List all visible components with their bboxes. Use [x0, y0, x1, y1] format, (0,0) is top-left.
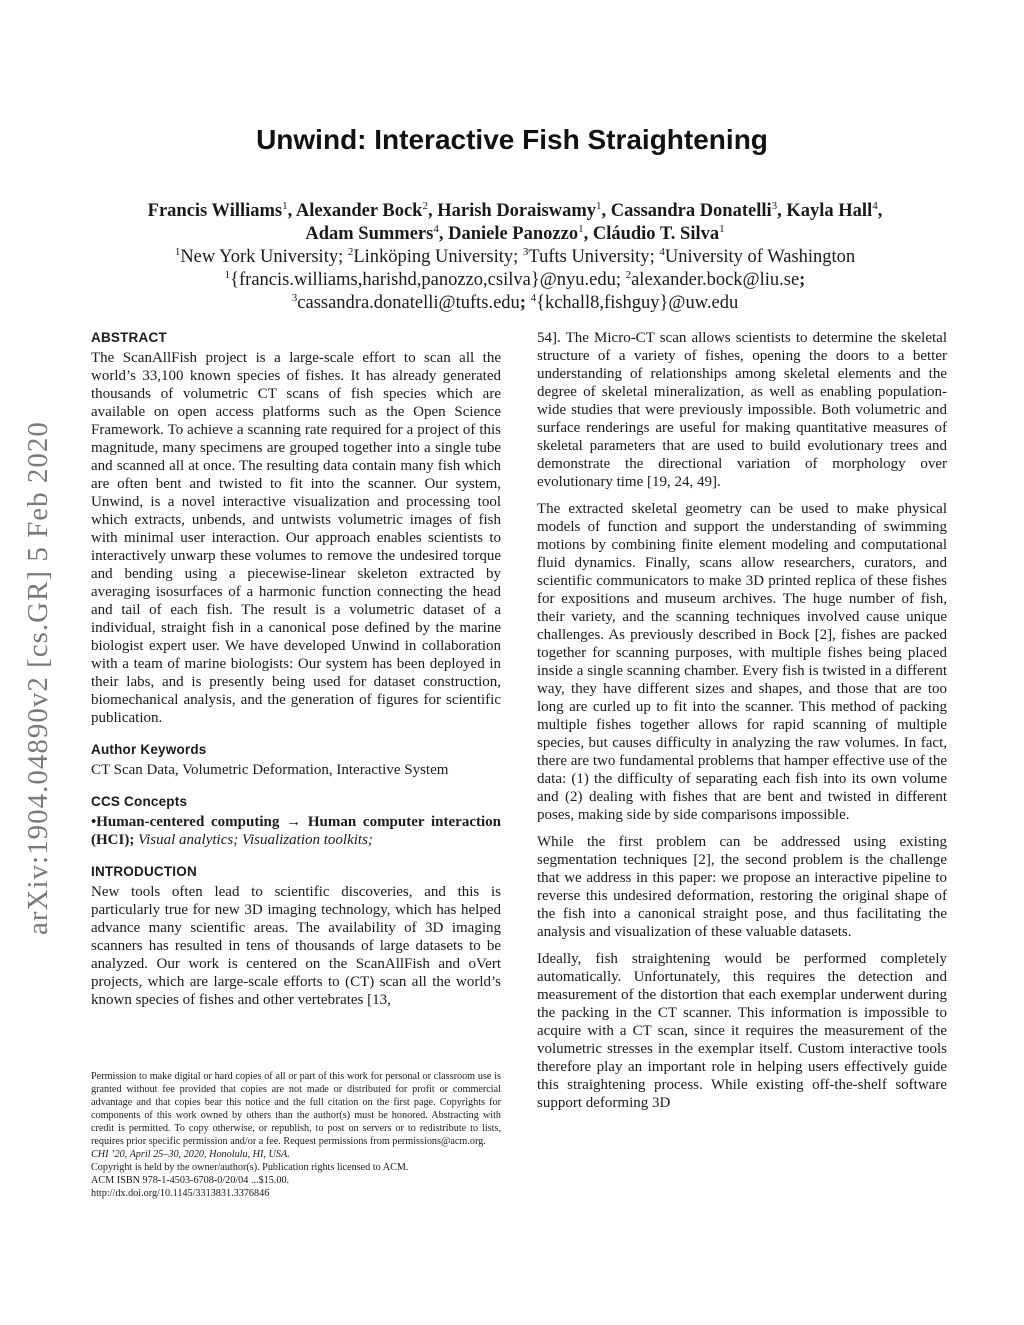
ccs-text [91, 813, 501, 849]
author-name: Cláudio T. Silva [592, 224, 720, 244]
copyright-footnote [91, 1070, 501, 1200]
arxiv-identifier: arXiv:1904.04890v2 [cs.GR] 5 Feb 2020 [22, 421, 54, 935]
author-name: Daniele Panozzo [448, 224, 579, 244]
author-name: Cassandra Donatelli [610, 201, 772, 221]
author-name: Kayla Hall [786, 201, 873, 221]
permission-notice: Permission to make digital or hard copies of all or part of this work for personal or classroom use is granted without fee provided that copies are not made or distributed for profit or commercial advantage and that copies bear this notice and the full citation on the first page. Copyrights for components of this work owned by others than the author(s) must be honored. Abstracting with credit is permitted. To copy otherwise, or republish, to post on servers or to redistribute to lists, requires prior specific permission and/or a fee. Request permissions from permissions@acm.org. [91, 1071, 501, 1147]
introduction-heading: INTRODUCTION [91, 864, 197, 879]
body-paragraph: Ideally, fish straightening would be performed completely automatically. Unfortunately, this requires the detection and measurement of the distortion that each exemplar underwent during the packing in the CT scanner. This information is impossible to acquire with a CT scan, since it requires the measurement of the volumetric stresses in the exemplar itself. Custom interactive tools therefore play an important role in helping users effectively guide this straightening process. While existing off-the-shelf software support deforming 3D [537, 951, 947, 1111]
affiliation: University of Washington [664, 247, 856, 267]
keywords-text: CT Scan Data, Volumetric Deformation, Interactive System [91, 762, 449, 778]
email-address[interactable]: alexander.bock@liu.se [631, 270, 800, 290]
isbn-line: ACM ISBN 978-1-4503-6708-0/20/04 ...$15.00. [91, 1175, 290, 1186]
author-list: Francis Williams$^1$, Alexander Bock$^2$, Harish Doraiswamy$^1$, Cassandra Donatelli$^3$, Kayla Hall$^4$, Adam Summers$^4$, Daniele Panozzo$^1$, Cláudio T. Silva$^1$ [147, 200, 883, 244]
copyright-line: Copyright is held by the owner/author(s). Publication rights licensed to ACM. [91, 1162, 409, 1173]
email-address[interactable]: cassandra.donatelli@tufts.edu [297, 293, 520, 313]
email-address[interactable]: {francis.williams,harishd,panozzo,csilva}@nyu.edu [230, 270, 616, 290]
paper-title: Unwind: Interactive Fish Straightening [256, 124, 768, 155]
body-paragraph: 54]. The Micro-CT scan allows scientists to determine the skeletal structure of a variety of fishes, opening the doors to a better understanding of relationships among skeletal elements and the degree of skeletal mineralization, as well as enabling population-wide studies that were previously impossible. Both volumetric and surface renderings are useful for making quantitative measures of skeletal parameters that are used to build evolutionary trees and demonstrate the directional variation of morphology over evolutionary time [19, 24, 49]. [537, 330, 947, 490]
author-name: Harish Doraiswamy [437, 201, 597, 221]
abstract-text: The ScanAllFish project is a large-scale effort to scan all the world’s 33,100 known species of fishes. It has already generated thousands of volumetric CT scans of fish species which are available on open access platforms such as the Open Science Framework. To achieve a scanning rate required for a project of this magnitude, many specimens are grouped together into a single tube and scanned all at once. The resulting data contain many fish which are often bent and twisted to fit into the scanner. Our system, Unwind, is a novel interactive visualization and processing tool which extracts, unbends, and untwists volumetric images of fish with minimal user interaction. Our approach enables scientists to interactively unwarp these volumes to remove the undesired torque and bending using a piecewise-linear skeleton extracted by averaging isosurfaces of a harmonic function connecting the head and tail of each fish. The result is a volumetric dataset of a individual, straight fish in a canonical pose defined by the marine biologist expert user. We have developed Unwind in collaboration with a team of marine biologists: Our system has been deployed in their labs, and is presently being used for dataset construction, biomechanical analysis, and the generation of figures for scientific publication. [91, 350, 501, 726]
affiliation-list: $^1$New York University; $^2$Linköping University; $^3$Tufts University; $^4$University of Washington [174, 246, 856, 267]
doi-link[interactable]: http://dx.doi.org/10.1145/3313831.3376846 [91, 1188, 270, 1199]
body-paragraph: The extracted skeletal geometry can be used to make physical models of function and support the understanding of swimming motions by combining finite element modeling and computational fluid dynamics. Finally, scans allow researchers, curators, and scientific communicators to make 3D printed replica of these fishes for expositions and museum archives. The huge number of fish, their variety, and the scanning techniques involved cause unique challenges. As previously described in Bock [2], fishes are packed together for scanning purposes, with multiple fishes being placed inside a single scanning chamber. Every fish is twisted in a different way, they have different sizes and shapes, and those that are too long are curled up to fit into the scanner. This method of packing multiple fishes together allows for rapid scanning of multiple species, but causes difficulty in analyzing the raw volumes. In fact, there are two fundamental problems that hamper effective use of the data: (1) the difficulty of separating each fish into its own volume and (2) dealing with fishes that are bent and twisted in different poses, making side by side comparisons impossible. [537, 501, 947, 823]
ccs-concept: •Human-centered computing → Human computer interaction (HCI); [91, 814, 501, 848]
affiliation: New York University [180, 247, 339, 267]
abstract-heading: ABSTRACT [91, 330, 167, 345]
affiliation: Tufts University [528, 247, 650, 267]
author-block [95, 200, 935, 315]
author-name: Alexander Bock [295, 201, 423, 221]
left-column [91, 329, 501, 1009]
keywords-heading: Author Keywords [91, 742, 207, 757]
affiliation: Linköping University [353, 247, 514, 267]
conference-venue: CHI ’20, April 25–30, 2020, Honolulu, HI, USA. [91, 1149, 290, 1160]
email-list: $^1${francis.williams,harishd,panozzo,csilva}@nyu.edu; $^2$alexander.bock@liu.se; $^3$cassandra.donatelli@tufts.edu; $^4${kchall8,fishguy}@uw.edu [224, 269, 806, 313]
right-column [537, 329, 947, 1112]
introduction-text: New tools often lead to scientific discoveries, and this is particularly true for new 3D imaging technology, which has helped advance many scientific areas. The availability of 3D imaging scanners has resulted in tens of thousands of large datasets to be analyzed. Our work is centered on the ScanAllFish and oVert projects, which are large-scale efforts to (CT) scan all the world’s known species of fishes and other vertebrates [13, [91, 884, 501, 1008]
ccs-heading: CCS Concepts [91, 794, 188, 809]
ccs-subconcepts: Visual analytics; Visualization toolkits; [138, 832, 373, 848]
author-name: Adam Summers [305, 224, 434, 244]
body-paragraph: While the first problem can be addressed using existing segmentation techniques [2], the second problem is the challenge that we address in this paper: we propose an interactive pipeline to reverse this undesired deformation, restoring the original shape of the fish into a canonical straight pose, and thus facilitating the analysis and visualization of these valuable datasets. [537, 834, 947, 940]
author-name: Francis Williams [147, 201, 283, 221]
email-address[interactable]: {kchall8,fishguy}@uw.edu [536, 293, 739, 313]
